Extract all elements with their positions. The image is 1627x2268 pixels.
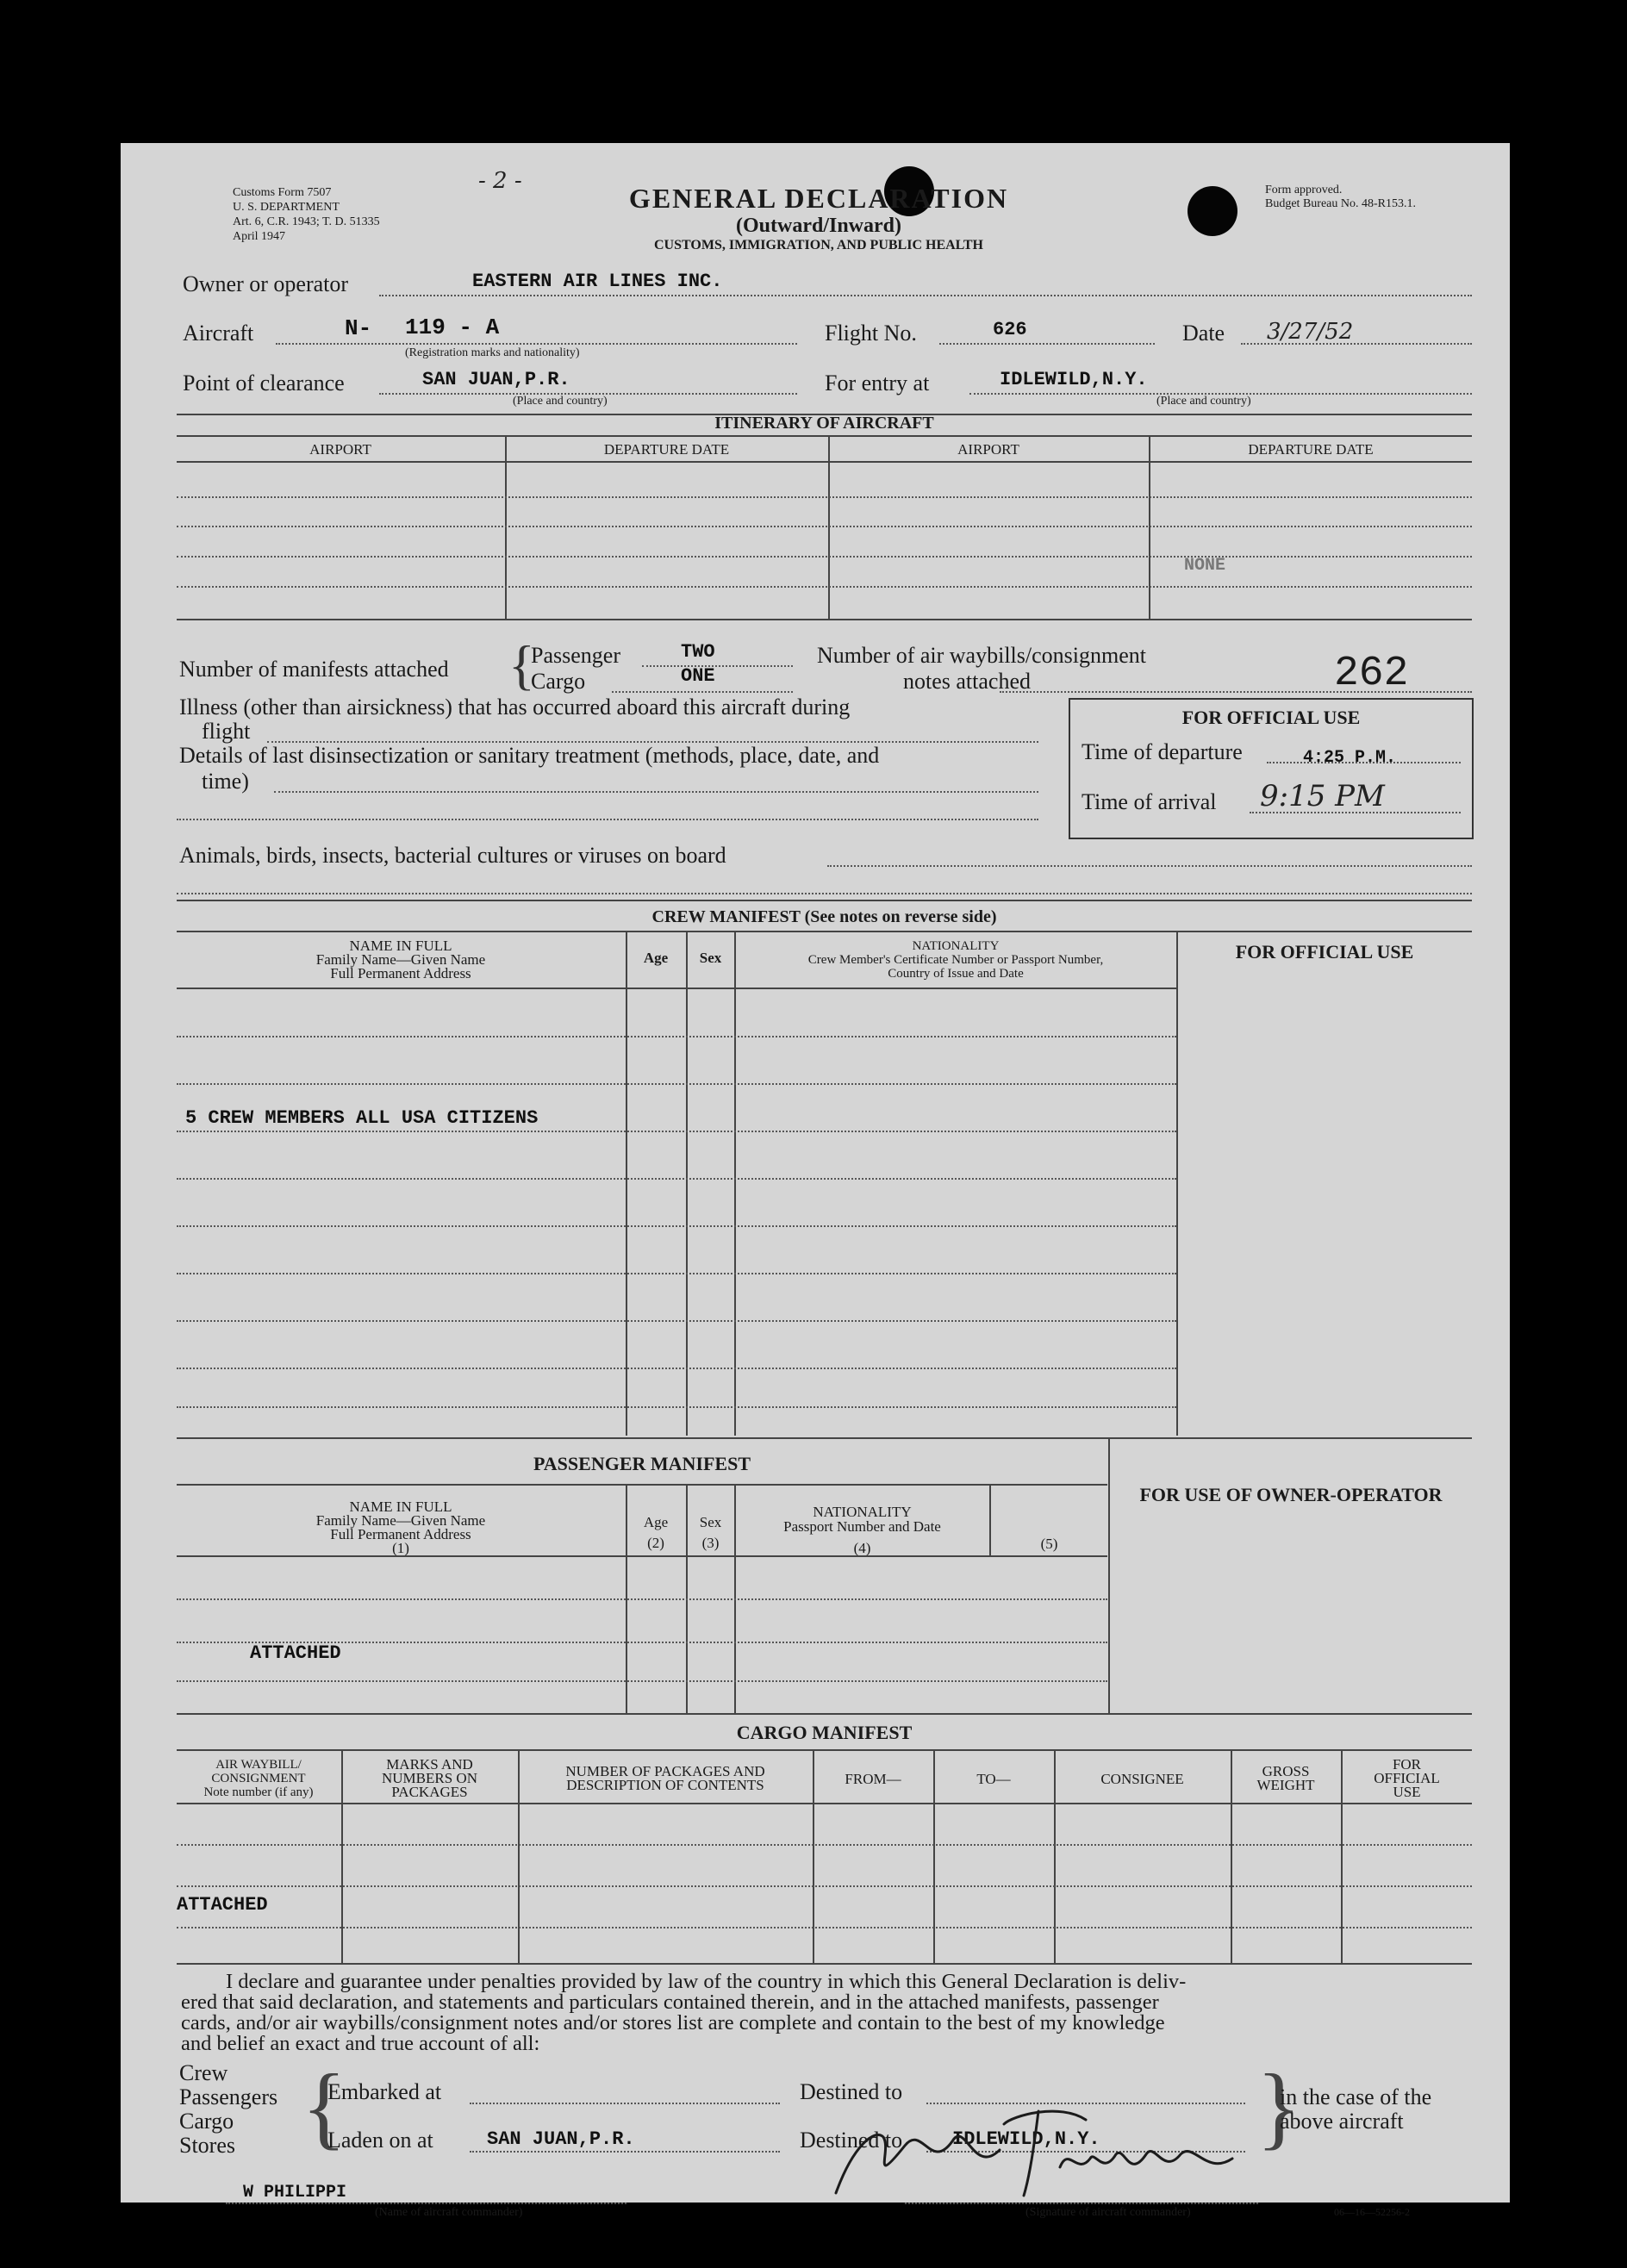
crew-entry: 5 CREW MEMBERS ALL USA CITIZENS bbox=[185, 1107, 539, 1129]
aircraft-label: Aircraft bbox=[183, 321, 254, 346]
cargo-col-to: TO— bbox=[976, 1771, 1011, 1787]
aircraft-value: 119 - A bbox=[405, 315, 500, 340]
cargo-count-value: ONE bbox=[681, 665, 715, 687]
date-label: Date bbox=[1182, 321, 1225, 346]
cargo-entry: ATTACHED bbox=[177, 1894, 268, 1916]
aircraft-note: (Registration marks and nationality) bbox=[405, 346, 580, 359]
crew-col-sex: Sex bbox=[699, 950, 722, 966]
signature-label: (Signature of aircraft commander) bbox=[1025, 2206, 1191, 2219]
destined2-label: Destined to bbox=[800, 2128, 903, 2153]
passenger-col-sex: Sex (3) bbox=[699, 1514, 722, 1551]
cargo-col-from: FROM— bbox=[845, 1771, 901, 1787]
laden-value: SAN JUAN,P.R. bbox=[487, 2128, 635, 2150]
cargo-col-waybill: AIR WAYBILL/ CONSIGNMENT Note number (if any) bbox=[203, 1758, 314, 1799]
form-number: Customs Form 7507 U. S. DEPARTMENT Art. 6, C.R. 1943; T. D. 51335 April 1947 bbox=[233, 186, 380, 243]
passenger-count-value: TWO bbox=[681, 641, 715, 663]
disinsect-label-2: time) bbox=[202, 769, 249, 794]
waybills-label: Number of air waybills/consignment bbox=[817, 643, 1146, 668]
entry-note: (Place and country) bbox=[1156, 395, 1251, 408]
itinerary-title: ITINERARY OF AIRCRAFT bbox=[714, 414, 934, 433]
crew-col-nationality: NATIONALITY Crew Member's Certificate Number or Passport Number, Country of Issue and Date bbox=[807, 939, 1104, 981]
print-code: 06—16—52256-2 bbox=[1334, 2206, 1410, 2218]
crew-col-age: Age bbox=[643, 950, 669, 966]
crew-title: CREW MANIFEST (See notes on reverse side) bbox=[651, 907, 997, 926]
laden-label: Laden on at bbox=[327, 2128, 433, 2153]
illness-label-2: flight bbox=[202, 719, 251, 744]
illness-label: Illness (other than airsickness) that has occurred aboard this aircraft during bbox=[179, 695, 851, 720]
departure-time-label: Time of departure bbox=[1082, 739, 1243, 764]
cargo-count-label: Cargo bbox=[531, 669, 586, 694]
passenger-col-5: (5) bbox=[1040, 1536, 1058, 1552]
disinsect-label: Details of last disinsectization or sanitary treatment (methods, place, date, and bbox=[179, 743, 880, 768]
arrival-time-label: Time of arrival bbox=[1082, 789, 1217, 814]
clearance-note: (Place and country) bbox=[513, 395, 608, 408]
flight-value: 626 bbox=[993, 319, 1027, 340]
passenger-col-age: Age (2) bbox=[643, 1514, 669, 1551]
cargo-col-packages: NUMBER OF PACKAGES AND DESCRIPTION OF CONTENTS bbox=[565, 1763, 765, 1793]
embarked-label: Embarked at bbox=[327, 2079, 442, 2104]
flight-label: Flight No. bbox=[825, 321, 917, 346]
owner-label: Owner or operator bbox=[183, 271, 349, 296]
page-subtitle-2: CUSTOMS, IMMIGRATION, AND PUBLIC HEALTH bbox=[654, 238, 983, 252]
cargo-title: CARGO MANIFEST bbox=[736, 1722, 913, 1743]
cargo-col-marks: MARKS AND NUMBERS ON PACKAGES bbox=[382, 1756, 477, 1800]
cargo-col-weight: GROSS WEIGHT bbox=[1256, 1763, 1315, 1793]
embark-items: Crew Passengers Cargo Stores bbox=[179, 2060, 278, 2158]
embark-brace: { bbox=[302, 2056, 346, 2159]
destined2-value: IDLEWILD,N.Y. bbox=[952, 2128, 1100, 2150]
owner-value: EASTERN AIR LINES INC. bbox=[472, 271, 723, 292]
passenger-col-name: NAME IN FULL Family Name—Given Name Full Permanent Address (1) bbox=[315, 1498, 486, 1556]
owner-operator-use: FOR USE OF OWNER-OPERATOR bbox=[1139, 1484, 1443, 1505]
clearance-value: SAN JUAN,P.R. bbox=[422, 369, 570, 390]
waybills-label-2: notes attached bbox=[903, 669, 1031, 694]
animals-label: Animals, birds, insects, bacterial cultures or viruses on board bbox=[179, 843, 726, 868]
page-subtitle: (Outward/Inward) bbox=[735, 215, 901, 237]
manifests-label: Number of manifests attached bbox=[179, 657, 449, 682]
declaration-text: I declare and guarantee under penalties provided by law of the country in which this General Declaration is deliv- ered that said declaration, and statements and particulars contained therein, and in the attached manifests, passenger cards, and/or air waybills/consignment notes and/or stores list are complete and contain to the best of my knowledge and belief an exact and true account of all: bbox=[181, 1970, 1187, 2055]
commander-signature bbox=[801, 2094, 1267, 2206]
commander-signature-text bbox=[801, 2094, 807, 2095]
passenger-entry: ATTACHED bbox=[250, 1642, 341, 1664]
crew-col-name: NAME IN FULL Family Name—Given Name Full Permanent Address bbox=[315, 938, 486, 981]
case-note: in the case of the above aircraft bbox=[1280, 2084, 1432, 2134]
manifests-brace: { bbox=[508, 634, 535, 695]
cargo-col-official: FOR OFFICIAL USE bbox=[1374, 1756, 1440, 1800]
waybills-value: 262 bbox=[1334, 651, 1409, 697]
passenger-count-label: Passenger bbox=[531, 643, 620, 668]
itinerary-col-airport-2: AIRPORT bbox=[957, 441, 1019, 458]
departure-time-value: 4:25 P.M. bbox=[1303, 748, 1397, 768]
itinerary-col-airport-1: AIRPORT bbox=[309, 441, 371, 458]
commander-name: W PHILIPPI bbox=[243, 2183, 347, 2203]
itinerary-col-departure-2: DEPARTURE DATE bbox=[1248, 441, 1374, 458]
official-use-title: FOR OFFICIAL USE bbox=[1181, 707, 1361, 728]
title-block bbox=[517, 183, 1120, 253]
page-mark: - 2 - bbox=[478, 168, 522, 194]
date-value: 3/27/52 bbox=[1267, 319, 1354, 345]
aircraft-prefix: N- bbox=[345, 315, 372, 341]
entry-label: For entry at bbox=[825, 371, 930, 396]
entry-value: IDLEWILD,N.Y. bbox=[1000, 369, 1148, 390]
passenger-col-nationality: NATIONALITY Passport Number and Date (4) bbox=[783, 1504, 941, 1556]
crew-official-use: FOR OFFICIAL USE bbox=[1235, 941, 1414, 963]
budget-approval: Form approved. Budget Bureau No. 48-R153.1. bbox=[1265, 184, 1416, 210]
itinerary-stamp: NONE bbox=[1184, 556, 1226, 576]
embark-brace-right: } bbox=[1256, 2056, 1301, 2159]
page-title: GENERAL DECLARATION bbox=[628, 183, 1009, 214]
itinerary-col-departure-1: DEPARTURE DATE bbox=[603, 441, 730, 458]
punch-hole-right bbox=[1188, 186, 1237, 236]
clearance-label: Point of clearance bbox=[183, 371, 345, 396]
destined-label: Destined to bbox=[800, 2079, 903, 2104]
passenger-title: PASSENGER MANIFEST bbox=[533, 1453, 751, 1474]
cargo-col-consignee: CONSIGNEE bbox=[1100, 1771, 1184, 1787]
arrival-time-value: 9:15 PM bbox=[1260, 779, 1385, 813]
commander-name-label: (Name of aircraft commander) bbox=[375, 2206, 523, 2219]
